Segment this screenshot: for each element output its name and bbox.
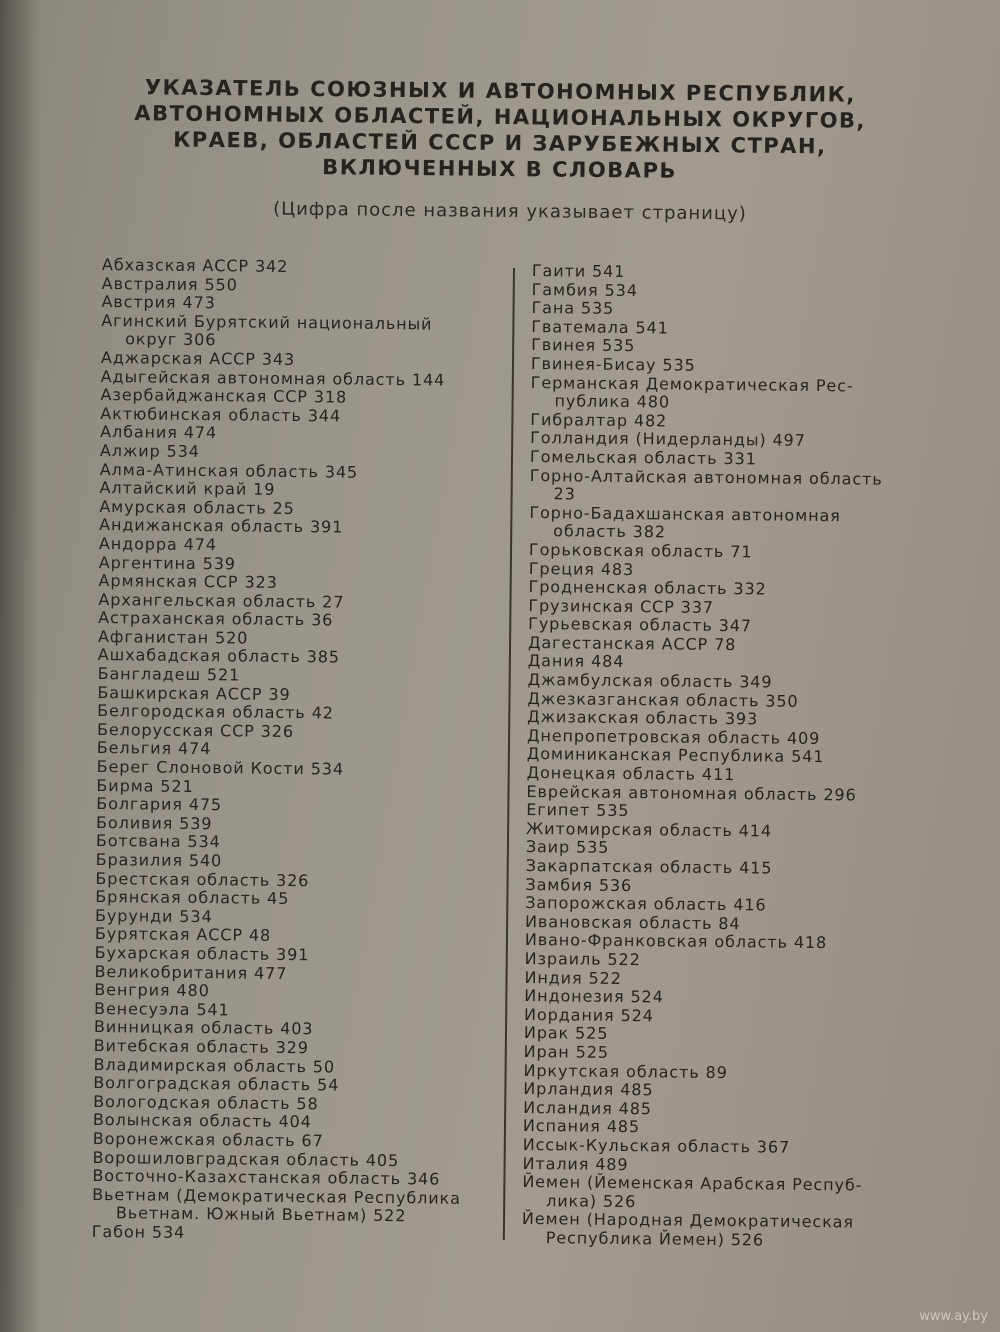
index-entry-text: Запорожская область 416 — [525, 893, 767, 915]
index-entry — [522, 1210, 908, 1251]
index-entry-text: Волгоградская область 54 — [93, 1073, 340, 1095]
index-entry-text: Дагестанская АССР 78 — [527, 632, 737, 655]
index-entry-text: Великобритания 477 — [94, 961, 288, 983]
index-entry-text: Гомельская область 331 — [529, 446, 757, 469]
index-entry-text: Австралия 550 — [101, 273, 238, 295]
index-entry-text: Закарпатская область 415 — [525, 855, 773, 878]
index-entry-text: Бурятская АССР 48 — [94, 924, 272, 946]
index-entry-text: Донецкая область 411 — [526, 763, 736, 785]
index-title — [119, 74, 880, 186]
index-entry-text: Амурская область 25 — [99, 496, 295, 518]
index-entry-text: Венесуэла 541 — [94, 998, 230, 1020]
title-line: АВТОНОМНЫХ ОБЛАСТЕЙ, НАЦИОНАЛЬНЫХ ОКРУГОВ, — [134, 101, 867, 133]
index-entry-text: Йемен (Народная Демократическая — [521, 1209, 855, 1232]
index-entry-text: Боливия 539 — [95, 812, 213, 833]
index-entry-text: Ботсвана 534 — [95, 831, 221, 852]
index-entry-text: Горно-Бадахшанская автономная — [529, 502, 841, 525]
index-entry-text: Австрия 473 — [101, 292, 216, 313]
index-entry-text: Гвинея-Бисау 535 — [530, 353, 696, 375]
index-entry-text: Габон 534 — [91, 1221, 186, 1242]
index-entry-text: Архангельская область 27 — [98, 589, 345, 612]
index-column-left — [92, 256, 502, 1246]
index-entry-text: Доминиканская Республика 541 — [526, 744, 825, 767]
index-entry-text: Испания 485 — [522, 1116, 641, 1137]
index-entry-text: Вологодская область 58 — [93, 1091, 319, 1114]
index-entry-text: Гродненская область 332 — [528, 577, 767, 599]
index-entry-continuation: Вьетнам. Южный Вьетнам) 522 — [115, 1203, 407, 1226]
index-entry-text: Иран 525 — [523, 1041, 610, 1062]
index-entry-text: Гана 535 — [531, 298, 615, 319]
index-entry-text: Гаити 541 — [531, 261, 626, 281]
index-entry-text: Белгородская область 42 — [97, 701, 334, 723]
index-entry-text: Исландия 485 — [523, 1097, 653, 1119]
index-entry — [101, 312, 501, 353]
index-entry-text: Ивано-Франковская область 418 — [524, 930, 828, 953]
index-entry-text: Алма-Атинская область 345 — [99, 459, 359, 482]
index-entry-text: Гватемала 541 — [531, 316, 669, 338]
index-entry-continuation: лика) 526 — [546, 1190, 637, 1211]
index-entry-text: Дания 484 — [527, 651, 625, 672]
index-entry-text: Владимирская область 50 — [93, 1054, 336, 1077]
index-entry-text: Венгрия 480 — [94, 980, 210, 1001]
index-entry-text: Грузинская ССР 337 — [528, 595, 715, 617]
index-entry-text: Ирландия 485 — [523, 1079, 654, 1100]
index-entry-text: Бирма 521 — [96, 775, 194, 796]
watermark: www.ay.by — [919, 1309, 988, 1324]
index-entry-text: Замбия 536 — [525, 874, 633, 895]
index-entry-continuation: область 382 — [553, 521, 667, 542]
title-line: УКАЗАТЕЛЬ СОЮЗНЫХ И АВТОНОМНЫХ РЕСПУБЛИК, — [144, 75, 856, 107]
index-entry-text: Агинский Бурятский национальный — [101, 310, 433, 334]
index-entry-text: Бангладеш 521 — [97, 664, 241, 685]
index-entry-text: Германская Демократическая Рес- — [530, 372, 854, 395]
index-entry — [92, 1186, 492, 1227]
index-entry-text: Волынская область 404 — [92, 1110, 312, 1132]
index-entry-text: Ивановская область 84 — [524, 911, 741, 934]
index-entry-text: Горно-Алтайская автономная область — [529, 465, 883, 489]
index-entry-text: Брестская область 326 — [95, 868, 310, 890]
index-entry — [529, 504, 915, 545]
index-entry-text: Заир 535 — [525, 837, 610, 858]
index-entry-text: Горьковская область 71 — [528, 539, 753, 562]
index-entry-text: Израиль 522 — [524, 948, 641, 970]
index-entry-continuation: округ 306 — [125, 329, 217, 350]
index-entry-text: Еврейская автономная область 296 — [526, 781, 857, 805]
index-entry-text: Аргентина 539 — [98, 552, 237, 573]
index-entry-text: Бухарская область 391 — [94, 942, 310, 965]
index-entry-text: Голландия (Нидерланды) 497 — [530, 428, 806, 451]
index-entry-text: Алтайский край 19 — [99, 478, 276, 499]
index-entry-text: Астраханская область 36 — [98, 608, 334, 630]
index-entry-text: Андорра 474 — [98, 533, 217, 555]
index-entry-text: Иссык-Кульская область 367 — [522, 1134, 791, 1157]
index-entry-text: Греция 483 — [528, 558, 635, 579]
index-entry-text: Алжир 534 — [99, 440, 200, 461]
index-entry-text: Джизакская область 393 — [527, 707, 759, 729]
index-entry-text: Восточно-Казахстанская область 346 — [92, 1166, 441, 1189]
index-entry-text: Брянская область 45 — [95, 887, 290, 909]
index-entry-text: Витебская область 329 — [93, 1035, 309, 1058]
index-entry-continuation: 23 — [553, 484, 576, 504]
index-entry-text: Йемен (Йеменская Арабская Респуб- — [522, 1172, 863, 1195]
index-entry — [92, 1223, 492, 1246]
index-entry-text: Аджарская АССР 343 — [100, 347, 296, 369]
index-entry-text: Вьетнам (Демократическая Республика — [92, 1184, 461, 1208]
index-entry-text: Ирак 525 — [523, 1023, 609, 1044]
page-shadow — [0, 0, 40, 1332]
index-entry-text: Днепропетровская область 409 — [526, 725, 821, 748]
index-entry-text: Болгария 475 — [96, 794, 223, 815]
index-entry-text: Египет 535 — [526, 800, 630, 821]
index-entry-text: Италия 489 — [522, 1153, 629, 1174]
index-entry-text: Берег Слоновой Кости 534 — [96, 757, 345, 779]
index-entry-text: Житомирская область 414 — [525, 818, 773, 841]
index-entry — [522, 1173, 908, 1214]
index-entry-text: Гвинея 535 — [531, 335, 636, 356]
index-entry-text: Азербайджанская ССР 318 — [100, 385, 348, 407]
index-entry-text: Армянская ССР 323 — [98, 571, 278, 592]
index-entry-text: Иордания 524 — [524, 1004, 654, 1026]
index-entry-text: Индия 522 — [524, 967, 622, 988]
index-entry-text: Абхазская АССР 342 — [101, 255, 289, 276]
index-entry-text: Ворошиловградская область 405 — [92, 1147, 400, 1170]
title-line: КРАЕВ, ОБЛАСТЕЙ СССР И ЗАРУБЕЖНЫХ СТРАН, — [173, 127, 827, 159]
index-entry — [530, 374, 916, 415]
column-divider — [503, 268, 515, 1240]
index-entry-text: Воронежская область 67 — [92, 1128, 324, 1151]
index-entry-text: Гибралтар 482 — [530, 409, 668, 431]
index-entry-text: Индонезия 524 — [524, 986, 664, 1007]
index-entry-text: Албания 474 — [100, 422, 218, 443]
index-entry-continuation: Республика Йемен) 526 — [545, 1228, 765, 1250]
index-entry-text: Джамбулская область 349 — [527, 670, 773, 692]
index-entry-text: Винницкая область 403 — [93, 1017, 314, 1039]
index-entry-text: Бразилия 540 — [95, 849, 223, 871]
index-entry-text: Бельгия 474 — [96, 738, 212, 759]
index-entry-text: Белорусская ССР 326 — [96, 719, 295, 741]
index-entry-text: Афганистан 520 — [97, 626, 249, 648]
index-entry-text: Гамбия 534 — [531, 279, 638, 300]
index-entry-text: Башкирская АССР 39 — [97, 682, 291, 704]
index-subtitle: (Цифра после названия указывает страницу) — [273, 198, 747, 225]
index-entry — [529, 467, 915, 508]
index-entry-text: Ашхабадская область 385 — [97, 645, 341, 667]
index-entry-continuation: публика 480 — [554, 391, 671, 412]
index-entry-text: Андижанская область 391 — [99, 515, 344, 537]
index-entry-text: Гурьевская область 347 — [528, 614, 753, 636]
index-entry-text: Актюбинская область 344 — [100, 403, 342, 426]
index-column-right — [522, 262, 918, 1251]
index-entry-text: Адыгейская автономная область 144 — [100, 366, 446, 390]
index-entry-text: Бурунди 534 — [94, 905, 213, 926]
title-line: ВКЛЮЧЕННЫХ В СЛОВАРЬ — [322, 155, 678, 183]
index-entry-text: Иркутская область 89 — [523, 1060, 728, 1082]
index-entry-text: Джезказганская область 350 — [527, 688, 799, 711]
